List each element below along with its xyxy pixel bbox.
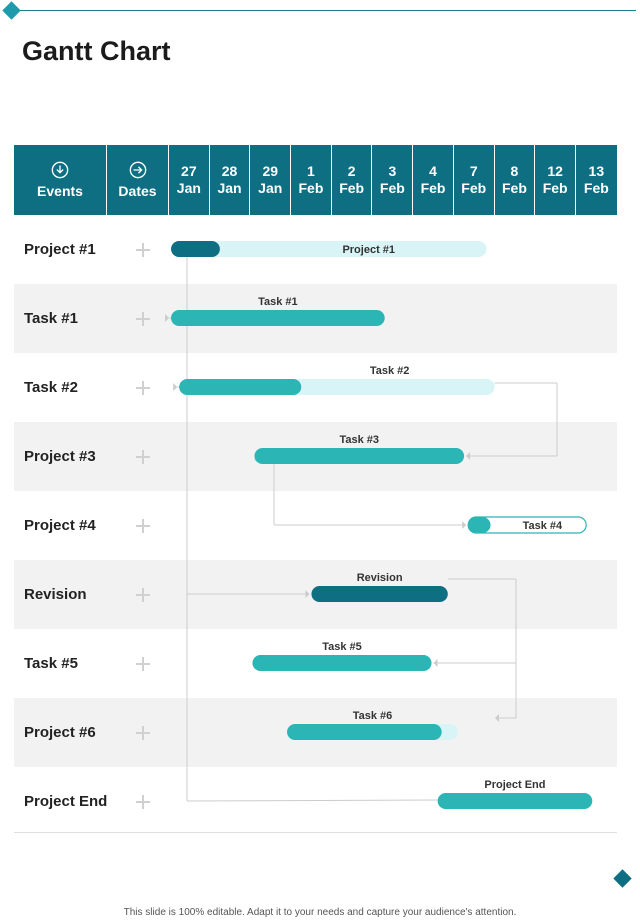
header-date-month: Jan	[176, 180, 201, 196]
row-label: Task #1	[24, 310, 78, 327]
connector-arrow	[305, 590, 309, 598]
connector-line	[187, 800, 438, 801]
header-date-month: Feb	[583, 180, 609, 196]
header-date-day: 8	[510, 163, 519, 179]
header-dates-label: Dates	[118, 182, 157, 199]
bar-label: Task #4	[522, 520, 563, 532]
gantt-bar-project-3	[254, 434, 464, 464]
header-date-day: 4	[429, 163, 437, 179]
header-date-month: Feb	[461, 180, 487, 196]
header-date-month: Feb	[339, 180, 365, 196]
row-label: Project #3	[24, 448, 96, 465]
bar-label: Task #1	[258, 296, 298, 308]
gantt-bar-project-end	[438, 779, 593, 809]
bar-fill	[254, 448, 464, 464]
gantt-bar-task-2	[179, 365, 494, 395]
header-events-label: Events	[37, 182, 83, 199]
header-date-day: 1	[307, 163, 315, 179]
gantt-bar-task-1	[171, 296, 385, 326]
gantt-bar-task-5	[252, 641, 431, 671]
bar-label: Task #5	[322, 641, 362, 653]
bar-fill	[311, 586, 447, 602]
header-date-month: Feb	[501, 180, 527, 196]
header-date-day: 29	[262, 163, 279, 179]
row-label: Revision	[24, 586, 87, 603]
connector-arrow	[462, 521, 466, 529]
page-title: Gantt Chart	[22, 36, 171, 66]
bar-label: Project End	[484, 779, 546, 791]
header-date-day: 7	[469, 163, 478, 179]
gantt-bar-project-1	[171, 241, 486, 257]
header-date-day: 13	[588, 163, 605, 179]
row-label: Project End	[24, 793, 108, 810]
header-date-month: Feb	[298, 180, 324, 196]
connector-arrow	[466, 452, 470, 460]
bar-progress	[287, 724, 442, 740]
header-date-day: 3	[388, 163, 397, 179]
header-date-day: 27	[181, 163, 197, 179]
row-label: Project #6	[24, 724, 96, 741]
bar-progress	[179, 379, 301, 395]
row-label: Task #2	[24, 379, 78, 396]
bar-label: Task #2	[369, 365, 410, 377]
row-label: Project #1	[24, 241, 96, 258]
header-date-day: 2	[347, 163, 356, 179]
bar-label: Project #1	[342, 244, 396, 256]
gantt-bar-project-4	[468, 517, 586, 533]
header-date-day: 12	[547, 163, 563, 179]
bar-progress	[171, 241, 220, 257]
header-date-month: Feb	[542, 180, 568, 196]
connector-arrow	[165, 314, 169, 322]
gantt-bar-project-6	[287, 710, 458, 740]
bar-fill	[171, 310, 385, 326]
gantt-bar-revision	[311, 572, 447, 602]
bar-fill	[252, 655, 431, 671]
bar-label: Task #3	[339, 434, 380, 446]
row-label: Project #4	[24, 517, 96, 534]
bar-label: Revision	[356, 572, 403, 584]
connector-arrow	[173, 383, 177, 391]
row-label: Task #5	[24, 655, 78, 672]
bar-fill	[438, 793, 593, 809]
header-date-month: Feb	[379, 180, 405, 196]
header-date-month: Jan	[258, 180, 283, 196]
connector-arrow	[434, 659, 438, 667]
footer-note: This slide is 100% editable. Adapt it to your needs and capture your audience's attention.	[123, 907, 517, 918]
bar-label: Task #6	[352, 710, 393, 722]
header-date-month: Feb	[420, 180, 446, 196]
bar-progress	[468, 517, 490, 533]
connector-arrow	[495, 714, 499, 722]
header-date-day: 28	[221, 163, 238, 179]
header-date-month: Jan	[217, 180, 242, 196]
